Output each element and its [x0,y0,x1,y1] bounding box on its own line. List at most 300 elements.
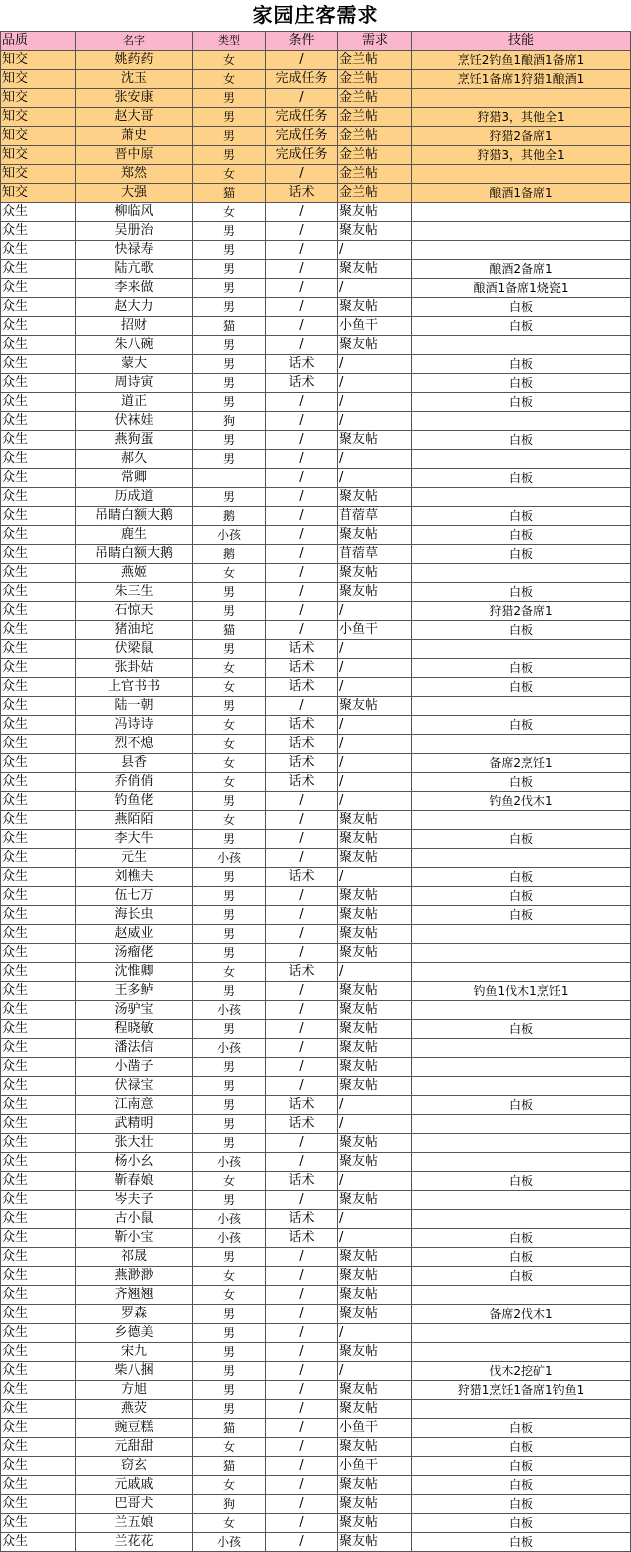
condition-cell: 话术 [266,754,338,773]
type-cell: 男 [193,1362,266,1381]
demand-cell: / [338,1210,412,1229]
condition-cell: / [266,1533,338,1552]
quality-cell: 众生 [1,1495,76,1514]
skill-cell [412,1286,631,1305]
table-row [1,1153,631,1172]
type-cell: 男 [193,640,266,659]
type-cell: 男 [193,298,266,317]
quality-cell: 众生 [1,203,76,222]
name-cell: 汤瘤佬 [76,944,193,963]
demand-cell: 聚友帖 [338,1400,412,1419]
table-row [1,1419,631,1438]
skill-cell: 白板 [412,507,631,526]
type-cell: 男 [193,222,266,241]
quality-cell: 众生 [1,811,76,830]
name-cell: 常卿 [76,469,193,488]
table-row [1,735,631,754]
name-cell: 兰花花 [76,1533,193,1552]
quality-cell: 众生 [1,735,76,754]
condition-cell: / [266,906,338,925]
quality-cell: 众生 [1,260,76,279]
condition-cell: / [266,507,338,526]
quality-cell: 众生 [1,336,76,355]
skill-cell: 白板 [412,1229,631,1248]
table-row [1,374,631,393]
demand-cell: 聚友帖 [338,982,412,1001]
quality-cell: 众生 [1,754,76,773]
type-cell: 猫 [193,184,266,203]
quality-cell: 众生 [1,1533,76,1552]
demand-cell: 聚友帖 [338,526,412,545]
skill-cell: 酿酒2备席1 [412,260,631,279]
type-cell: 男 [193,1134,266,1153]
condition-cell: / [266,526,338,545]
condition-cell: / [266,944,338,963]
demand-cell: 聚友帖 [338,1001,412,1020]
name-cell: 吊睛白额大鹅 [76,545,193,564]
demand-cell: / [338,1324,412,1343]
type-cell: 狗 [193,1495,266,1514]
condition-cell: / [266,1001,338,1020]
quality-cell: 众生 [1,1419,76,1438]
condition-cell: / [266,1495,338,1514]
condition-cell: / [266,1400,338,1419]
type-cell: 男 [193,1077,266,1096]
name-cell: 沈惟卿 [76,963,193,982]
name-cell: 燕荧 [76,1400,193,1419]
name-cell: 石惊天 [76,602,193,621]
name-cell: 钓鱼佬 [76,792,193,811]
demand-cell: 聚友帖 [338,336,412,355]
type-cell: 小孩 [193,1039,266,1058]
name-cell: 上官书书 [76,678,193,697]
table-row [1,640,631,659]
type-cell: 女 [193,963,266,982]
condition-cell: / [266,811,338,830]
demand-cell: 聚友帖 [338,1134,412,1153]
demand-cell: 金兰帖 [338,146,412,165]
type-cell: 小孩 [193,1210,266,1229]
table-row [1,678,631,697]
quality-cell: 众生 [1,374,76,393]
name-cell: 招财 [76,317,193,336]
condition-cell: 话术 [266,1210,338,1229]
skill-cell [412,1134,631,1153]
quality-cell: 众生 [1,1039,76,1058]
type-cell: 女 [193,51,266,70]
name-cell: 赵威业 [76,925,193,944]
type-cell: 鹅 [193,507,266,526]
header-type: 类型 [193,32,266,51]
table-row [1,564,631,583]
name-cell: 赵大哥 [76,108,193,127]
table-row [1,1172,631,1191]
condition-cell: / [266,602,338,621]
condition-cell: / [266,165,338,184]
quality-cell: 众生 [1,1001,76,1020]
name-cell: 燕渺渺 [76,1267,193,1286]
demand-cell: 聚友帖 [338,1343,412,1362]
demand-cell: / [338,450,412,469]
name-cell: 伍七万 [76,887,193,906]
demand-cell: / [338,469,412,488]
quality-cell: 知交 [1,165,76,184]
skill-cell: 白板 [412,621,631,640]
skill-cell: 白板 [412,659,631,678]
name-cell: 冯诗诗 [76,716,193,735]
condition-cell: / [266,51,338,70]
type-cell: 男 [193,602,266,621]
demand-cell: / [338,868,412,887]
skill-cell [412,735,631,754]
condition-cell: / [266,1058,338,1077]
type-cell: 男 [193,89,266,108]
demand-cell: 聚友帖 [338,697,412,716]
name-cell: 汤驴宝 [76,1001,193,1020]
type-cell: 男 [193,1058,266,1077]
quality-cell: 众生 [1,640,76,659]
table-row [1,279,631,298]
condition-cell: / [266,1419,338,1438]
quality-cell: 众生 [1,393,76,412]
table-row [1,1381,631,1400]
table-row [1,811,631,830]
name-cell: 周诗寅 [76,374,193,393]
type-cell: 女 [193,203,266,222]
type-cell: 小孩 [193,1229,266,1248]
type-cell [193,469,266,488]
type-cell: 男 [193,868,266,887]
type-cell: 狗 [193,412,266,431]
type-cell: 男 [193,355,266,374]
table-row [1,697,631,716]
table-row [1,1039,631,1058]
skill-cell: 狩猎3，其他全1 [412,146,631,165]
name-cell: 宋九 [76,1343,193,1362]
demand-cell: 小鱼干 [338,1457,412,1476]
name-cell: 武精明 [76,1115,193,1134]
table-row [1,1020,631,1039]
demand-cell: 金兰帖 [338,108,412,127]
demand-cell: / [338,773,412,792]
condition-cell: / [266,260,338,279]
table-row [1,1267,631,1286]
condition-cell: / [266,1324,338,1343]
type-cell: 男 [193,1115,266,1134]
type-cell: 男 [193,1248,266,1267]
table-row [1,1457,631,1476]
quality-cell: 众生 [1,469,76,488]
quality-cell: 众生 [1,830,76,849]
quality-cell: 众生 [1,450,76,469]
table-row [1,1115,631,1134]
skill-cell: 白板 [412,1172,631,1191]
condition-cell: / [266,1305,338,1324]
condition-cell: / [266,1362,338,1381]
condition-cell: / [266,982,338,1001]
quality-cell: 众生 [1,944,76,963]
demand-cell: / [338,1172,412,1191]
skill-cell [412,697,631,716]
quality-cell: 众生 [1,1400,76,1419]
type-cell: 男 [193,1400,266,1419]
skill-cell: 白板 [412,1020,631,1039]
table-row [1,450,631,469]
name-cell: 张大壮 [76,1134,193,1153]
demand-cell: 聚友帖 [338,1305,412,1324]
demand-cell: / [338,279,412,298]
skill-cell [412,925,631,944]
type-cell: 女 [193,659,266,678]
quality-cell: 众生 [1,298,76,317]
demand-cell: 小鱼干 [338,317,412,336]
table-row [1,1077,631,1096]
demand-cell: / [338,678,412,697]
skill-cell: 狩猎1烹饪1备席1钓鱼1 [412,1381,631,1400]
skill-cell: 白板 [412,545,631,564]
name-cell: 蒙大 [76,355,193,374]
condition-cell: 话术 [266,716,338,735]
condition-cell: / [266,1438,338,1457]
name-cell: 沈玉 [76,70,193,89]
skill-cell [412,1191,631,1210]
name-cell: 姚药药 [76,51,193,70]
demand-cell: 聚友帖 [338,830,412,849]
quality-cell: 众生 [1,317,76,336]
header-condition: 条件 [266,32,338,51]
table-row [1,298,631,317]
type-cell: 男 [193,792,266,811]
condition-cell: 完成任务 [266,70,338,89]
name-cell: 燕狗蛋 [76,431,193,450]
type-cell: 男 [193,1305,266,1324]
type-cell: 女 [193,1438,266,1457]
quality-cell: 众生 [1,1153,76,1172]
name-cell: 元生 [76,849,193,868]
name-cell: 潘法信 [76,1039,193,1058]
name-cell: 李大牛 [76,830,193,849]
condition-cell: 完成任务 [266,146,338,165]
condition-cell: 话术 [266,773,338,792]
condition-cell: 话术 [266,1172,338,1191]
skill-cell [412,488,631,507]
skill-cell [412,849,631,868]
demand-cell: 聚友帖 [338,222,412,241]
skill-cell: 白板 [412,678,631,697]
condition-cell: 话术 [266,1115,338,1134]
condition-cell: 话术 [266,659,338,678]
condition-cell: / [266,1134,338,1153]
skill-cell: 白板 [412,583,631,602]
skill-cell: 白板 [412,317,631,336]
name-cell: 陆亢歌 [76,260,193,279]
type-cell: 男 [193,374,266,393]
table-row [1,944,631,963]
condition-cell: / [266,393,338,412]
type-cell: 猫 [193,1419,266,1438]
demand-cell: 聚友帖 [338,1077,412,1096]
table-row [1,1362,631,1381]
type-cell: 男 [193,583,266,602]
condition-cell: / [266,1514,338,1533]
name-cell: 古小鼠 [76,1210,193,1229]
condition-cell: 话术 [266,374,338,393]
table-row [1,583,631,602]
name-cell: 萧史 [76,127,193,146]
quality-cell: 众生 [1,982,76,1001]
quality-cell: 众生 [1,431,76,450]
demand-cell: 聚友帖 [338,488,412,507]
name-cell: 江南意 [76,1096,193,1115]
condition-cell: 话术 [266,735,338,754]
skill-cell [412,640,631,659]
skill-cell: 白板 [412,355,631,374]
skill-cell: 白板 [412,1495,631,1514]
condition-cell: 完成任务 [266,127,338,146]
condition-cell: / [266,89,338,108]
name-cell: 伏禄宝 [76,1077,193,1096]
name-cell: 烈不熄 [76,735,193,754]
type-cell: 女 [193,165,266,184]
skill-cell [412,1115,631,1134]
quality-cell: 众生 [1,526,76,545]
quality-cell: 众生 [1,887,76,906]
table-row [1,89,631,108]
quality-cell: 众生 [1,1381,76,1400]
skill-cell [412,1343,631,1362]
table-row [1,108,631,127]
quality-cell: 众生 [1,1286,76,1305]
name-cell: 杨小幺 [76,1153,193,1172]
demand-cell: / [338,374,412,393]
type-cell: 女 [193,754,266,773]
condition-cell: / [266,1191,338,1210]
demand-cell: 金兰帖 [338,165,412,184]
quality-cell: 知交 [1,108,76,127]
skill-cell: 白板 [412,469,631,488]
condition-cell: / [266,849,338,868]
quality-cell: 众生 [1,1058,76,1077]
type-cell: 女 [193,678,266,697]
skill-cell: 狩猎2备席1 [412,127,631,146]
name-cell: 柳临风 [76,203,193,222]
table-row [1,488,631,507]
skill-cell: 白板 [412,1457,631,1476]
demand-cell: 聚友帖 [338,1039,412,1058]
demand-cell: 聚友帖 [338,431,412,450]
name-cell: 朱三生 [76,583,193,602]
name-cell: 元甜甜 [76,1438,193,1457]
quality-cell: 众生 [1,1020,76,1039]
skill-cell: 白板 [412,1514,631,1533]
skill-cell: 白板 [412,887,631,906]
quality-cell: 众生 [1,1191,76,1210]
table-row [1,393,631,412]
condition-cell: / [266,1248,338,1267]
table-row [1,317,631,336]
table-row [1,1533,631,1552]
condition-cell: 话术 [266,1096,338,1115]
table-row [1,222,631,241]
type-cell: 男 [193,431,266,450]
name-cell: 猪油坨 [76,621,193,640]
quality-cell: 众生 [1,697,76,716]
table-row [1,982,631,1001]
skill-cell [412,222,631,241]
skill-cell: 白板 [412,431,631,450]
name-cell: 伏梁鼠 [76,640,193,659]
skill-cell [412,89,631,108]
quality-cell: 众生 [1,849,76,868]
name-cell: 李来做 [76,279,193,298]
type-cell: 男 [193,697,266,716]
name-cell: 豌豆糕 [76,1419,193,1438]
quality-cell: 众生 [1,1267,76,1286]
table-row [1,1305,631,1324]
skill-cell: 白板 [412,1096,631,1115]
skill-cell [412,1077,631,1096]
table-row [1,602,631,621]
demand-cell: 小鱼干 [338,621,412,640]
quality-cell: 众生 [1,925,76,944]
table-row [1,241,631,260]
skill-cell [412,564,631,583]
demand-cell: 聚友帖 [338,944,412,963]
table-row [1,431,631,450]
type-cell: 男 [193,944,266,963]
demand-cell: 聚友帖 [338,1058,412,1077]
quality-cell: 众生 [1,241,76,260]
quality-cell: 众生 [1,621,76,640]
condition-cell: 话术 [266,678,338,697]
name-cell: 靳春娘 [76,1172,193,1191]
type-cell: 男 [193,336,266,355]
table-row [1,1286,631,1305]
name-cell: 靳小宝 [76,1229,193,1248]
quality-cell: 众生 [1,773,76,792]
table-row [1,336,631,355]
condition-cell: / [266,279,338,298]
demand-cell: 金兰帖 [338,89,412,108]
table-row [1,1400,631,1419]
name-cell: 快禄寿 [76,241,193,260]
demand-cell: / [338,412,412,431]
skill-cell [412,1210,631,1229]
demand-cell: 聚友帖 [338,1495,412,1514]
skill-cell: 白板 [412,773,631,792]
skill-cell: 狩猎2备席1 [412,602,631,621]
type-cell: 猫 [193,317,266,336]
type-cell: 男 [193,241,266,260]
demand-cell: 小鱼干 [338,1419,412,1438]
name-cell: 方旭 [76,1381,193,1400]
quality-cell: 知交 [1,70,76,89]
skill-cell: 狩猎3，其他全1 [412,108,631,127]
condition-cell: / [266,545,338,564]
quality-cell: 众生 [1,602,76,621]
quality-cell: 众生 [1,1457,76,1476]
condition-cell: / [266,1267,338,1286]
skill-cell [412,1400,631,1419]
table-row [1,545,631,564]
table-row [1,1001,631,1020]
skill-cell [412,450,631,469]
condition-cell: / [266,583,338,602]
skill-cell: 白板 [412,1248,631,1267]
quality-cell: 众生 [1,963,76,982]
name-cell: 吊睛白额大鹅 [76,507,193,526]
type-cell: 男 [193,982,266,1001]
